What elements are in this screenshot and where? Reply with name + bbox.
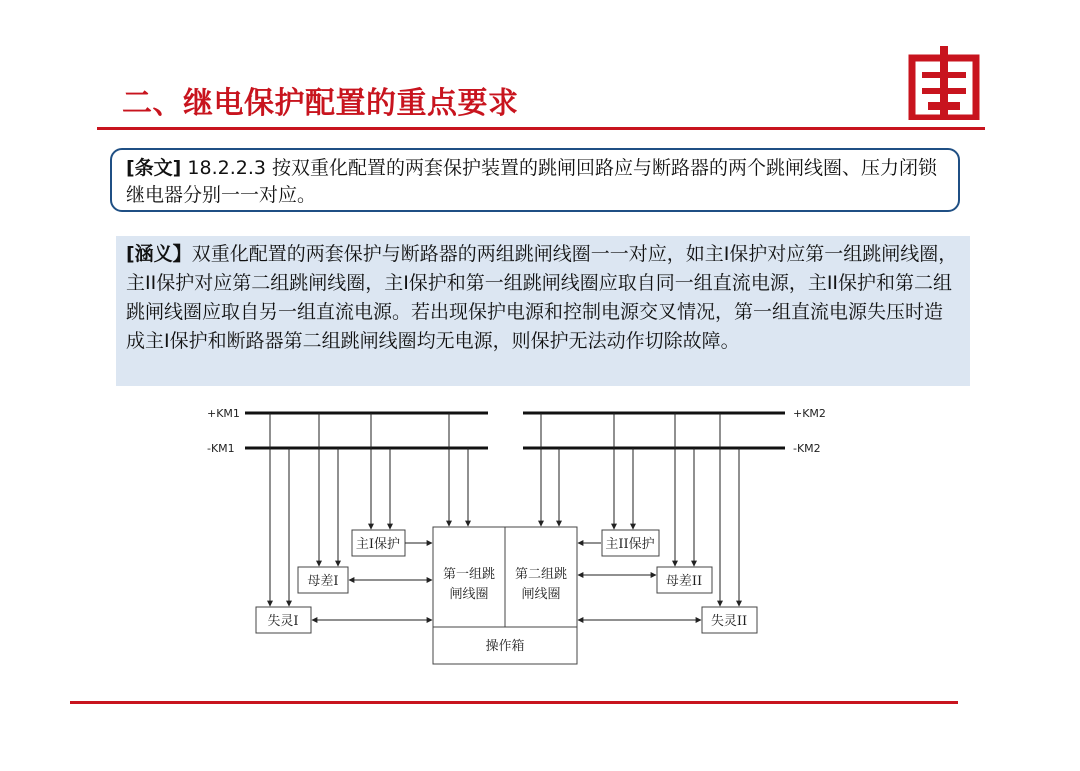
coil1-label-line2: 闸线圈 [449, 587, 489, 602]
footer-divider [70, 701, 958, 704]
fail2-label: 失灵II [710, 614, 748, 629]
meaning-tag: [涵义】 [126, 243, 192, 265]
coil1-label-line1: 第一组跳 [442, 567, 496, 582]
fail1-label: 失灵I [267, 614, 299, 629]
bus-neg1-label: -KM1 [207, 442, 235, 455]
opbox-label: 操作箱 [485, 639, 525, 654]
clause-text: 18.2.2.3 按双重化配置的两套保护装置的跳闸回路应与断路器的两个跳闸线圈、压力闭锁继电器分别一一对应。 [126, 157, 938, 206]
coil2-label-line2: 闸线圈 [521, 587, 561, 602]
header-divider [97, 127, 985, 130]
coil2-label-line1: 第二组跳 [514, 567, 568, 582]
main1-label: 主I保护 [355, 537, 401, 552]
bus-pos1-label: +KM1 [207, 407, 240, 420]
meaning-box [116, 236, 970, 386]
bus-neg2-label: -KM2 [793, 442, 821, 455]
bus-pos2-label: +KM2 [793, 407, 826, 420]
busdiff2-label: 母差II [665, 574, 703, 589]
page-title: 二、继电保护配置的重点要求 [122, 86, 519, 121]
circuit-diagram [193, 400, 845, 672]
meaning-text: 双重化配置的两套保护与断路器的两组跳闸线圈一一对应，如主I保护对应第一组跳闸线圈，主II保护对应第二组跳闸线圈，主I保护和第一组跳闸线圈应取自同一组直流电源，主II保护和第二组跳闸线圈应取自另一组直流电源。若出现保护电源和控制电源交叉情况，第一组直流电源失压时造成主I保护和断路器第二组跳闸线圈均无电源，则保护无法动作切除故障。 [126, 243, 958, 352]
clause-box [110, 148, 960, 212]
busdiff1-label: 母差I [307, 574, 339, 589]
clause-tag: [条文] [126, 157, 182, 179]
company-logo-icon [908, 46, 980, 120]
main2-label: 主II保护 [605, 537, 655, 552]
